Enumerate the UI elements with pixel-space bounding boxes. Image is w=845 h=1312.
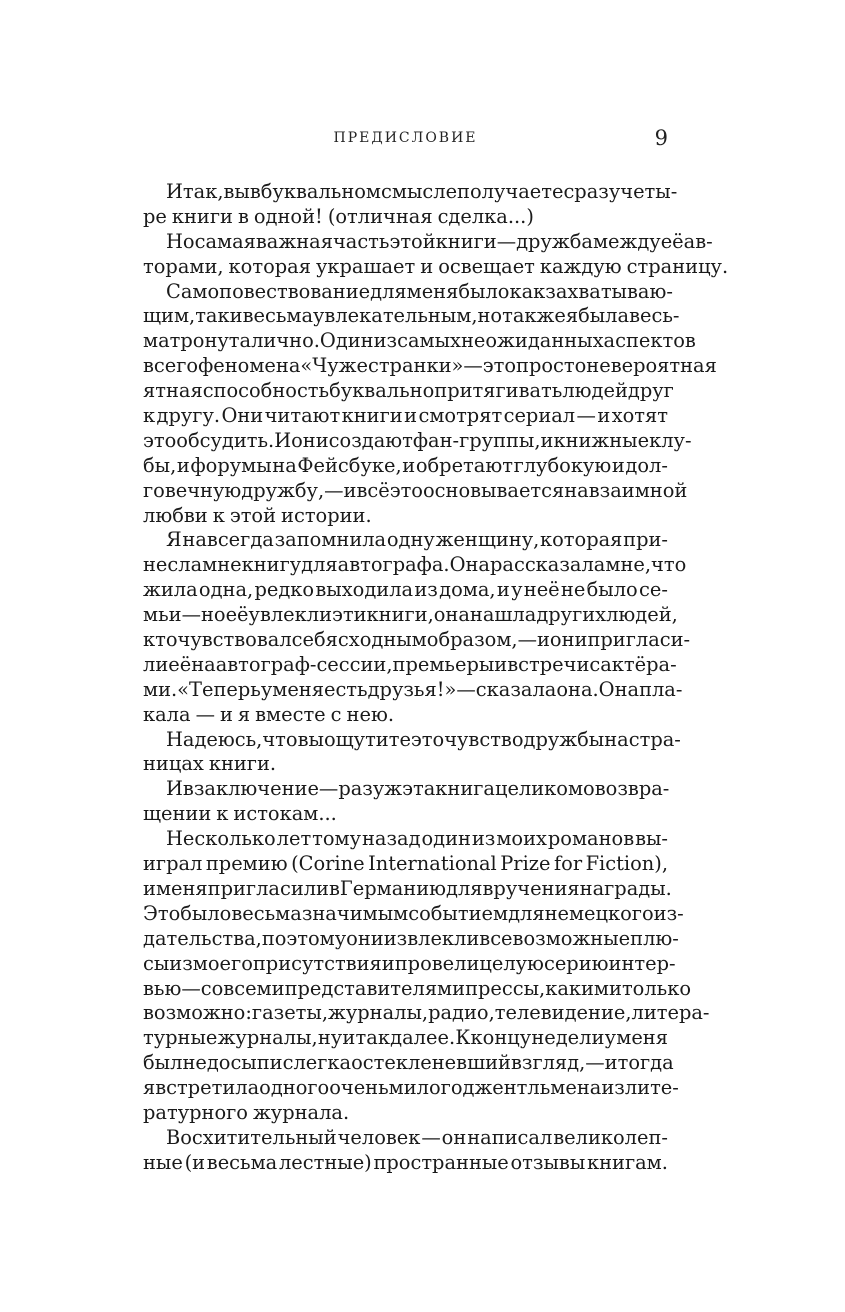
text-line: ницах книги. [143, 752, 277, 776]
text-line: и меня пригласили в Германию для вручения награды. [143, 876, 672, 900]
text-line: к другу. Они читают книги и смотрят сериал — и хотят [143, 404, 668, 428]
text-line: жила одна, редко выходила из дома, и у неё не было се- [143, 578, 668, 602]
text-line: ли её на автограф-сессии, премьеры и встречи с актёра- [143, 652, 677, 676]
text-line: сы из моего присутствия и провели целую серию интер- [143, 951, 676, 975]
text-line: щении к истокам... [143, 802, 337, 826]
text-line: Это было весьма значимым событием для немецкого из- [143, 901, 684, 925]
text-line: Я навсегда запомнила одну женщину, которая при- [166, 528, 668, 552]
text-line: вью — со всеми представителями прессы, какими только [143, 976, 692, 1000]
text-line: И в заключение — раз уж эта книга целиком о возвра- [166, 777, 670, 801]
text-line: дательства, поэтому они извлекли все возможные плю- [143, 926, 679, 950]
text-line: Несколько лет тому назад один из моих романов вы- [166, 827, 668, 851]
text-line: Само повествование для меня было как захватываю- [166, 279, 673, 303]
text-line: ятная способность буквально притягивать людей друг [143, 379, 674, 403]
text-line: возможно: газеты, журналы, радио, телевидение, литера- [143, 1001, 710, 1025]
text-line: бы, и форумы на Фейсбуке, и обретают глубокую и дол- [143, 453, 668, 477]
text-line: любви к этой истории. [143, 503, 372, 527]
text-line: это обсудить. И они создают фан-группы, и книжные клу- [143, 428, 692, 452]
page-number: 9 [654, 126, 668, 150]
text-line: торами, которая украшает и освещает каждую страницу. [143, 254, 729, 278]
text-line: несла мне книгу для автографа. Она рассказала мне, что [143, 553, 687, 577]
text-line: турные журналы, ну и так далее. К концу недели у меня [143, 1026, 668, 1050]
text-line: мьи — но её увлекли эти книги, она нашла других людей, [143, 603, 678, 627]
text-line: Но самая важная часть этой книги — дружба между её ав- [166, 229, 713, 253]
text-line: играл премию (Corine International Prize for Fiction), [143, 852, 668, 876]
text-line: кто чувствовал себя сходным образом, — и они пригласи- [143, 628, 691, 652]
text-line: Восхитительный человек — он написал великолеп- [166, 1125, 668, 1149]
text-line: Итак, вы в буквальном смысле получаете сразу четы- [166, 180, 678, 203]
text-line: ми. «Теперь у меня есть друзья!» — сказала она. Она пла- [143, 677, 683, 701]
text-line: щим, так и весьма увлекательным, но также я была весь- [143, 304, 680, 328]
text-line: был недосып и слегка остекленевший взгляд, — и тогда [143, 1051, 674, 1075]
text-line: кала — и я вместе с нею. [143, 702, 394, 726]
text-line: ратурного журнала. [143, 1100, 350, 1124]
running-header [143, 126, 668, 156]
text-line: Надеюсь, что вы ощутите это чувство дружбы на стра- [166, 727, 681, 751]
text-line: я встретила одного очень милого джентльмена из лите- [143, 1076, 679, 1100]
text-line: ма тронута лично. Один из самых неожиданных аспектов [143, 329, 696, 353]
body-text [143, 180, 729, 1176]
text-line: ные (и весьма лестные) пространные отзывы книгам. [143, 1150, 668, 1174]
running-title: ПРЕДИСЛОВИЕ [333, 130, 478, 146]
text-line: говечную дружбу, — и всё это основывается на взаимной [143, 478, 688, 502]
text-line: ре книги в одной! (отличная сделка...) [143, 204, 534, 228]
text-line: всего феномена «Чужестранки» — это просто невероятная [143, 354, 717, 378]
